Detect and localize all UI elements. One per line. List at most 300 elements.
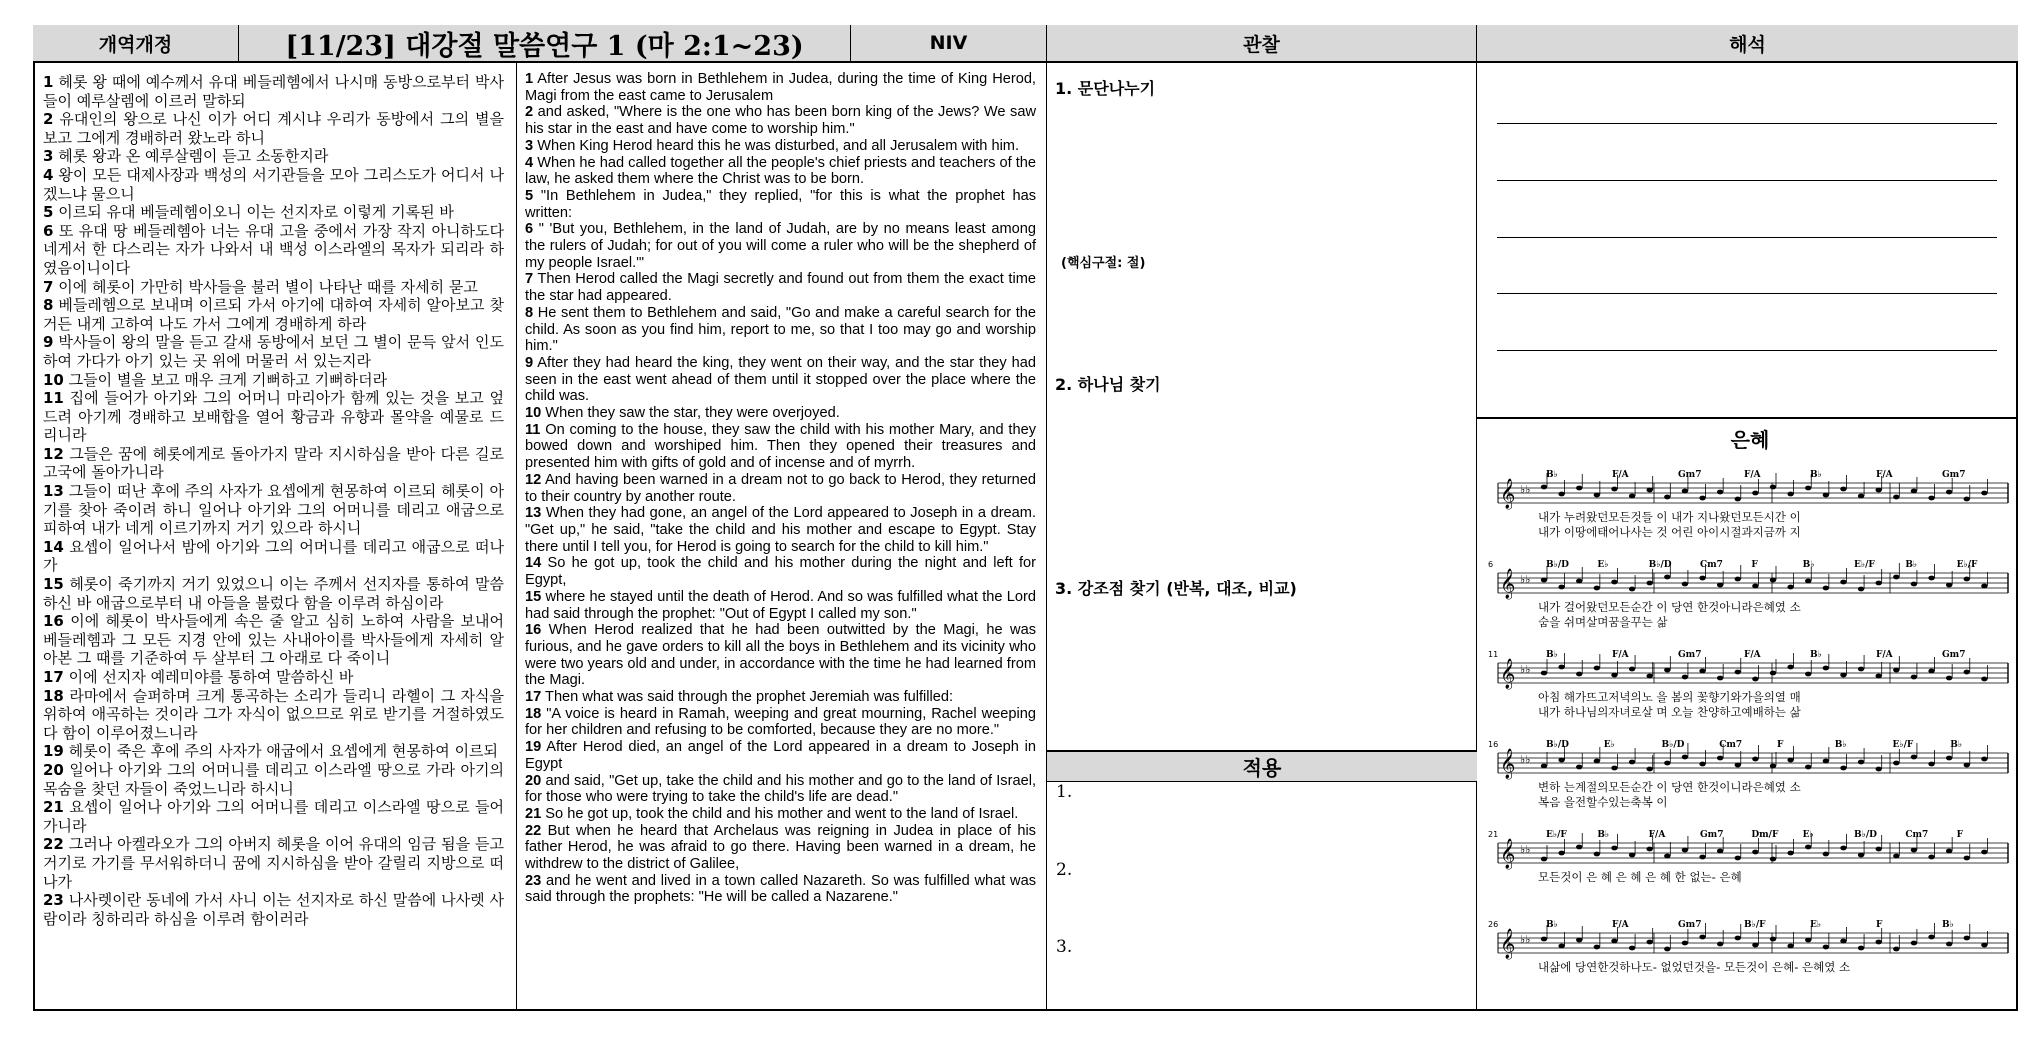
note-head (1576, 672, 1582, 677)
lyric-line: 아침 해가뜨고저녁의노 을 봄의 꽃향기와가을의열 매 (1538, 690, 1801, 704)
verse-text: After Jesus was born in Bethlehem in Judea, during the time of King Herod, Magi from the east came to Jerusalem (525, 71, 1036, 104)
verse-text: 이에 헤롯이 가만히 박사들을 불러 별이 나타난 때를 자세히 묻고 (58, 277, 478, 296)
verse-text: 이에 선지자 예레미야를 통하여 말씀하신 바 (68, 668, 354, 686)
verse-number: 16 (43, 612, 64, 631)
note-head (1664, 947, 1670, 952)
measure-number: 16 (1488, 740, 1499, 749)
note-head (1823, 666, 1829, 671)
note-head (1911, 848, 1917, 853)
verse-number: 21 (43, 798, 64, 817)
verse (525, 138, 1036, 155)
writing-line (1497, 293, 1997, 294)
verse (525, 823, 1036, 873)
note-head (1717, 756, 1723, 761)
verse (525, 422, 1036, 472)
verse-number: 8 (525, 304, 534, 321)
note-head (1629, 587, 1635, 592)
chord-symbol: Dm/F (1751, 830, 1779, 840)
note-head (1770, 671, 1776, 676)
verse-text: "In Bethlehem in Judea," they replied, "for this is what the prophet has written: (525, 187, 1036, 221)
verse (525, 71, 1036, 104)
writing-line (1497, 350, 1997, 351)
note-head (1805, 672, 1811, 677)
note-head (1981, 491, 1987, 496)
note-head (1823, 586, 1829, 591)
note-head (1752, 943, 1758, 948)
chord-symbol: F/A (1876, 470, 1893, 480)
note-head (1858, 946, 1864, 951)
note-head (1576, 938, 1582, 943)
verse-text: 이르되 유대 베들레헴이오니 이는 선지자로 이렇게 기록된 바 (58, 203, 454, 222)
chord-symbol: Cm7 (1700, 560, 1723, 570)
note-head (1576, 765, 1582, 770)
note-head (1787, 944, 1793, 949)
note-head (1946, 490, 1952, 495)
lyric-line: 내가 누려왔던모든것들 이 내가 지나왔던모든시간 이 (1538, 510, 1801, 524)
note-head (1594, 586, 1600, 591)
chord-symbol: B♭ (1546, 650, 1558, 660)
note-head (1629, 946, 1635, 951)
verse-text: When they saw the star, they were overjoyed. (545, 405, 840, 422)
verse-text: and he went and lived in a town called Nazareth. So was fulfilled what was said through the prophets: "He will be called a Nazarene." (525, 872, 1037, 906)
verse (43, 147, 504, 166)
verse-number: 1 (525, 71, 534, 87)
note-head (1664, 495, 1670, 500)
note-head (1858, 494, 1864, 499)
note-head (1752, 757, 1758, 762)
verse (43, 798, 504, 835)
note-head (1594, 945, 1600, 950)
note-head (1981, 584, 1987, 589)
note-head (1875, 674, 1881, 679)
note-head (1611, 580, 1617, 585)
verse (43, 166, 504, 203)
chord-symbol: B♭/F (1744, 920, 1766, 930)
note-head (1823, 852, 1829, 857)
note-head (1611, 939, 1617, 944)
note-head (1770, 485, 1776, 490)
header-interpret: 해석 (1477, 25, 2018, 63)
chord-symbol: F/A (1744, 650, 1761, 660)
verse (525, 739, 1036, 772)
verse-number: 2 (525, 104, 534, 121)
note-head (1946, 756, 1952, 761)
chord-symbol: Gm7 (1678, 920, 1702, 930)
note-head (1893, 761, 1899, 766)
verse-text: After they had heard the king, they went on their way, and the star they had seen in the east went ahead of them until it stopped over the place where the child was. (525, 354, 1036, 405)
verse (43, 371, 504, 390)
header-korean-version: 개역개정 (33, 25, 239, 63)
verse-text: 나사렛이란 동네에 가서 사니 이는 선지자로 하신 말씀에 나사렛 사람이라 칭하리라 하심을 이루려 함이러라 (43, 891, 504, 928)
verse-text: Then what was said through the prophet Jeremiah was fulfilled: (545, 689, 954, 706)
measure-number: 21 (1488, 830, 1499, 839)
note-head (1911, 489, 1917, 494)
observation-column (1047, 63, 1477, 1011)
note-head (1558, 758, 1564, 763)
apply-item-1: 1. (1056, 782, 1073, 802)
note-head (1911, 941, 1917, 946)
chord-symbol: F/A (1648, 830, 1666, 840)
verse (525, 505, 1036, 555)
observe-key-verse: (핵심구절: 절) (1061, 256, 1146, 271)
note-head (1946, 849, 1952, 854)
verse-text: 그들이 떠난 후에 주의 사자가 요셉에게 현몽하여 이르되 헤롯이 아기를 찾아 죽이려 하니 일어나 아기와 그의 어머니를 데리고 애굽으로 피하여 내가 네게 이르기까지 거기 있으라 하시니 (43, 482, 504, 538)
note-head (1840, 766, 1846, 771)
note-head (1699, 576, 1705, 581)
note-head (1682, 755, 1688, 760)
note-head (1594, 493, 1600, 498)
verse-text: where he stayed until the death of Herod. And so was fulfilled what the Lord had said through the prophet: "Out of Egypt I called my son." (525, 588, 1036, 622)
verse-number: 17 (525, 689, 542, 706)
note-head (1699, 669, 1705, 674)
note-head (1594, 759, 1600, 764)
note-head (1787, 665, 1793, 670)
chord-symbol: B♭/D (1854, 830, 1877, 840)
note-head (1823, 759, 1829, 764)
lyric-line: 숨을 쉬며살며꿈을꾸는 삶 (1538, 615, 1668, 629)
note-head (1735, 670, 1741, 675)
chord-symbol: B♭/D (1546, 740, 1569, 750)
note-head (1646, 581, 1652, 586)
chord-symbol: E♭/F (1956, 560, 1978, 570)
verse (525, 806, 1036, 823)
verse (525, 221, 1036, 271)
verse (525, 589, 1036, 622)
key-signature-icon: ♭♭ (1520, 933, 1531, 946)
verse-text: On coming to the house, they saw the child with his mother Mary, and they bowed down and worshiped him. Then they opened their treasures and presented him with gifts of gold and of incense and of myrrh. (525, 421, 1036, 472)
verse-number: 19 (43, 742, 64, 761)
note-head (1840, 487, 1846, 492)
verse-number: 8 (43, 296, 54, 315)
verse-number: 10 (43, 370, 64, 389)
verse-number: 11 (43, 389, 64, 408)
verse-number: 23 (43, 891, 64, 910)
sheet-music (1486, 455, 2014, 995)
verse-text: After Herod died, an angel of the Lord appeared in a dream to Joseph in Egypt (525, 739, 1036, 772)
verse-number: 17 (43, 668, 64, 686)
note-head (1893, 668, 1899, 673)
note-head (1752, 491, 1758, 496)
chord-symbol: B♭/D (1661, 740, 1685, 750)
note-head (1611, 846, 1617, 851)
chord-symbol: Gm7 (1678, 650, 1702, 660)
note-head (1787, 585, 1793, 590)
note-head (1541, 578, 1547, 583)
note-head (1805, 486, 1811, 491)
note-head (1735, 577, 1741, 582)
chord-symbol: Cm7 (1719, 740, 1743, 750)
note-head (1928, 762, 1934, 767)
verse-text: 헤롯이 죽기까지 거기 있었으니 이는 주께서 선지자를 통하여 말씀하신 바 애굽으로부터 내 아들을 불렀다 함을 이루려 하심이라 (43, 575, 504, 612)
verse (43, 73, 504, 110)
chord-symbol: Gm7 (1700, 830, 1724, 840)
note-head (1964, 763, 1970, 768)
note-head (1646, 488, 1652, 493)
note-head (1629, 667, 1635, 672)
note-head (1893, 854, 1899, 859)
verse-text: and said, "Get up, take the child and his mother and go to the land of Israel, for those who were trying to take the child's life are dead." (525, 772, 1036, 806)
verse (43, 687, 504, 743)
lyric-line: 내삶에 당연한것하나도- 없었던것을- 모든것이 은혜- 은혜였 소 (1538, 960, 1851, 974)
note-head (1629, 494, 1635, 499)
verse (43, 482, 504, 538)
verse-number: 18 (43, 686, 64, 705)
verse (525, 689, 1036, 706)
lyric-line: 모든것이 은 혜 은 혜 은 혜 한 없는- 은혜 (1538, 870, 1742, 884)
verse (43, 278, 504, 297)
note-head (1981, 757, 1987, 762)
note-head (1981, 677, 1987, 682)
verse (525, 622, 1036, 689)
verse-number: 5 (525, 187, 534, 204)
note-head (1682, 848, 1688, 853)
note-head (1611, 766, 1617, 771)
verse (43, 296, 504, 333)
verse (525, 155, 1036, 188)
chord-symbol: Gm7 (1678, 470, 1702, 480)
verse-text: and asked, "Where is the one who has been born king of the Jews? We saw his star in the east and have come to worship him." (525, 104, 1037, 138)
observe-step-paragraphs: 1. 문단나누기 (1055, 79, 1156, 98)
treble-clef-icon: 𝄞 (1500, 659, 1516, 689)
note-head (1858, 760, 1864, 765)
verse-text: So he got up, took the child and his mother during the night and left for Egypt, (525, 555, 1036, 589)
observe-step-find-god: 2. 하나님 찾기 (1055, 375, 1161, 394)
note-head (1946, 676, 1952, 681)
verse (525, 188, 1036, 221)
note-head (1735, 856, 1741, 861)
verse-text: 요셉이 일어나서 밤에 아기와 그의 어머니를 데리고 애굽으로 떠나가 (43, 537, 504, 575)
note-head (1787, 851, 1793, 856)
note-head (1541, 485, 1547, 490)
note-head (1576, 845, 1582, 850)
note-head (1805, 938, 1811, 943)
note-head (1893, 947, 1899, 952)
header-apply: 적용 (1047, 750, 1477, 782)
note-head (1717, 942, 1723, 947)
verse-number: 22 (525, 822, 542, 839)
note-head (1981, 850, 1987, 855)
verse (43, 538, 504, 575)
note-head (1964, 936, 1970, 941)
treble-clef-icon: 𝄞 (1500, 569, 1516, 599)
writing-line (1497, 123, 1997, 124)
note-head (1576, 486, 1582, 491)
note-head (1717, 490, 1723, 495)
chord-symbol: F (1876, 920, 1883, 930)
treble-clef-icon: 𝄞 (1500, 479, 1516, 509)
verse-text: When they had gone, an angel of the Lord appeared to Joseph in a dream. "Get up," he said, "take the child and his mother and escape to Egypt. Stay there until I tell you, for Herod is going to search for the child to kill him." (525, 505, 1036, 555)
lyric-line: 내가 하나님의자녀로살 며 오늘 찬양하고예배하는 삶 (1538, 705, 1801, 719)
note-head (1717, 583, 1723, 588)
verse-text: "A voice is heard in Ramah, weeping and great mourning, Rachel weeping for her children and refusing to be comforted, because they are no more." (525, 705, 1036, 739)
lyric-line: 내가 걸어왔던모든순간 이 당연 한것아니라은혜였 소 (1538, 600, 1801, 614)
note-head (1646, 940, 1652, 945)
verse-number: 7 (525, 271, 534, 288)
verse-text: When King Herod heard this he was disturbed, and all Jerusalem with him. (537, 137, 1020, 154)
note-head (1664, 854, 1670, 859)
note-head (1717, 849, 1723, 854)
note-head (1823, 493, 1829, 498)
verse-text: 베들레헴으로 보내며 이르되 가서 아기에 대하여 자세히 알아보고 찾거든 내게 고하여 나도 가서 그에게 경배하게 하라 (43, 296, 504, 333)
verse-number: 15 (43, 575, 64, 594)
treble-clef-icon: 𝄞 (1500, 929, 1516, 959)
verse-text: 그들은 꿈에 헤롯에게로 돌아가지 말라 지시하심을 받아 다른 길로 고국에 돌아가니라 (43, 444, 504, 482)
verse-number: 7 (43, 277, 54, 296)
note-head (1646, 674, 1652, 679)
chord-symbol: F/A (1612, 470, 1629, 480)
chord-symbol: F (1956, 830, 1964, 840)
verse (525, 271, 1036, 304)
note-head (1964, 856, 1970, 861)
verse-number: 9 (43, 333, 54, 352)
writing-line (1497, 180, 1997, 181)
note-head (1964, 670, 1970, 675)
note-head (1558, 492, 1564, 497)
verse-text: 또 유대 땅 베들레헴아 너는 유대 고을 중에서 가장 작지 아니하도다 네게서 한 다스리는 자가 나와서 내 백성 이스라엘의 목자가 되리라 하였음이니이다 (43, 221, 504, 277)
chord-symbol: E♭ (1603, 740, 1615, 750)
verse-number: 23 (525, 872, 542, 889)
note-head (1682, 675, 1688, 680)
verse-text: 일어나 아기와 그의 어머니를 데리고 이스라엘 땅으로 가라 아기의 목숨을 찾던 자들이 죽었느니라 하시니 (43, 760, 504, 798)
chord-symbol: B♭ (1905, 560, 1918, 570)
verse (43, 742, 504, 761)
note-head (1946, 583, 1952, 588)
verse (43, 668, 504, 687)
verse-text: When Herod realized that he had been outwitted by the Magi, he was furious, and he gave orders to kill all the boys in Bethlehem and its vicinity who were two years old and under, in accordance with the time he had learned from the Magi. (525, 622, 1036, 689)
header-niv: NIV (851, 25, 1047, 63)
chord-symbol: Gm7 (1942, 470, 1966, 480)
note-head (1787, 758, 1793, 763)
verse-text: 요셉이 일어나 아기와 그의 어머니를 데리고 이스라엘 땅으로 들어가니라 (43, 798, 504, 835)
note-head (1699, 762, 1705, 767)
verse-number: 16 (525, 622, 542, 639)
chord-symbol: E♭ (1802, 830, 1814, 840)
note-head (1858, 667, 1864, 672)
verse (525, 773, 1036, 806)
note-head (1840, 939, 1846, 944)
verse-number: 4 (525, 154, 534, 171)
korean-text-column (33, 63, 517, 1011)
chord-symbol: B♭ (1810, 470, 1822, 480)
verse (43, 575, 504, 612)
note-head (1558, 851, 1564, 856)
note-head (1928, 669, 1934, 674)
chord-symbol: F/A (1744, 470, 1761, 480)
verse (43, 110, 504, 147)
verse (43, 612, 504, 668)
note-head (1611, 673, 1617, 678)
note-head (1981, 943, 1987, 948)
verse-text: 유대인의 왕으로 나신 이가 어디 계시냐 우리가 동방에서 그의 별을 보고 그에게 경배하러 왔노라 하니 (43, 110, 504, 147)
note-head (1875, 847, 1881, 852)
chord-symbol: B♭ (1834, 740, 1847, 750)
verse (525, 472, 1036, 505)
note-head (1911, 582, 1917, 587)
chord-symbol: E♭/F (1546, 830, 1567, 840)
verse-number: 5 (43, 203, 54, 222)
chord-symbol: B♭/D (1648, 560, 1672, 570)
verse (43, 445, 504, 482)
verse-text: 헤롯 왕 때에 예수께서 유대 베들레헴에서 나시매 동방으로부터 박사들이 예루살렘에 이르러 말하되 (43, 73, 504, 110)
note-head (1558, 944, 1564, 949)
key-signature-icon: ♭♭ (1520, 843, 1531, 856)
note-head (1558, 585, 1564, 590)
verse-number: 20 (43, 760, 64, 779)
note-head (1735, 936, 1741, 941)
verse-text: 라마에서 슬퍼하며 크게 통곡하는 소리가 들리니 라헬이 그 자식을 위하여 애곡하는 것이라 그가 자식이 없으므로 위로 받기를 거절하였도다 함이 이루어졌느니라 (43, 686, 504, 742)
verse (43, 389, 504, 445)
verse-text: He sent them to Bethlehem and said, "Go and make a careful search for the child. As soon as you find him, report to me, so that I too may go and worship him." (525, 304, 1036, 355)
verse-number: 3 (43, 147, 54, 166)
verse-number: 15 (525, 588, 542, 605)
note-head (1770, 937, 1776, 942)
chord-symbol: Cm7 (1905, 830, 1929, 840)
note-head (1928, 855, 1934, 860)
observe-step-emphasis: 3. 강조점 찾기 (반복, 대조, 비교) (1055, 579, 1297, 598)
note-head (1629, 760, 1635, 765)
note-head (1911, 675, 1917, 680)
note-head (1664, 761, 1670, 766)
treble-clef-icon: 𝄞 (1500, 749, 1516, 779)
note-head (1840, 673, 1846, 678)
korean-verses (33, 63, 516, 928)
note-head (1823, 945, 1829, 950)
note-head (1928, 496, 1934, 501)
note-head (1752, 677, 1758, 682)
verse-text: 헤롯이 죽은 후에 주의 사자가 애굽에서 요셉에게 현몽하여 이르되 (68, 742, 499, 761)
verse-text: And having been warned in a dream not to go back to Herod, they returned to their country by another route. (525, 471, 1036, 505)
verse-number: 6 (43, 221, 54, 240)
verse-text: 박사들이 왕의 말을 듣고 갈새 동방에서 보던 그 별이 문득 앞서 인도하여 가다가 아기 있는 곳 위에 머물러 서 있는지라 (43, 333, 504, 370)
note-head (1946, 942, 1952, 947)
note-head (1875, 488, 1881, 493)
note-head (1682, 941, 1688, 946)
verse (525, 706, 1036, 739)
chord-symbol: B♭ (1597, 830, 1610, 840)
chord-symbol: B♭ (1546, 920, 1558, 930)
note-head (1964, 577, 1970, 582)
lyric-line: 복음 을전할수있는축복 이 (1538, 795, 1668, 809)
note-head (1840, 846, 1846, 851)
verse-text: 집에 들어가 아기와 그의 어머니 마리아가 함께 있는 것을 보고 엎드려 아기께 경배하고 보배합을 열어 황금과 유향과 몰약을 예물로 드리니라 (43, 389, 504, 445)
page-title: [11/23] 대강절 말씀연구 1 (마 2:1~23) (239, 25, 851, 63)
verse (43, 835, 504, 891)
verse (525, 555, 1036, 588)
note-head (1875, 940, 1881, 945)
header-observe: 관찰 (1047, 25, 1477, 63)
note-head (1646, 847, 1652, 852)
note-head (1911, 755, 1917, 760)
verse-number: 9 (525, 354, 534, 371)
verse (43, 333, 504, 370)
apply-item-3: 3. (1056, 937, 1073, 957)
verse-number: 3 (525, 137, 534, 154)
chord-symbol: Gm7 (1942, 650, 1966, 660)
note-head (1699, 496, 1705, 501)
note-head (1558, 665, 1564, 670)
verse-number: 4 (43, 165, 54, 184)
verse-number: 14 (525, 555, 542, 572)
note-head (1611, 487, 1617, 492)
note-head (1699, 855, 1705, 860)
note-head (1805, 579, 1811, 584)
key-signature-icon: ♭♭ (1520, 573, 1531, 586)
note-head (1541, 937, 1547, 942)
verse (43, 761, 504, 798)
note-head (1664, 668, 1670, 673)
verse-text: When he had called together all the people's chief priests and teachers of the law, he asked them where the Christ was to be born. (525, 154, 1036, 188)
chord-symbol: F (1777, 740, 1784, 750)
